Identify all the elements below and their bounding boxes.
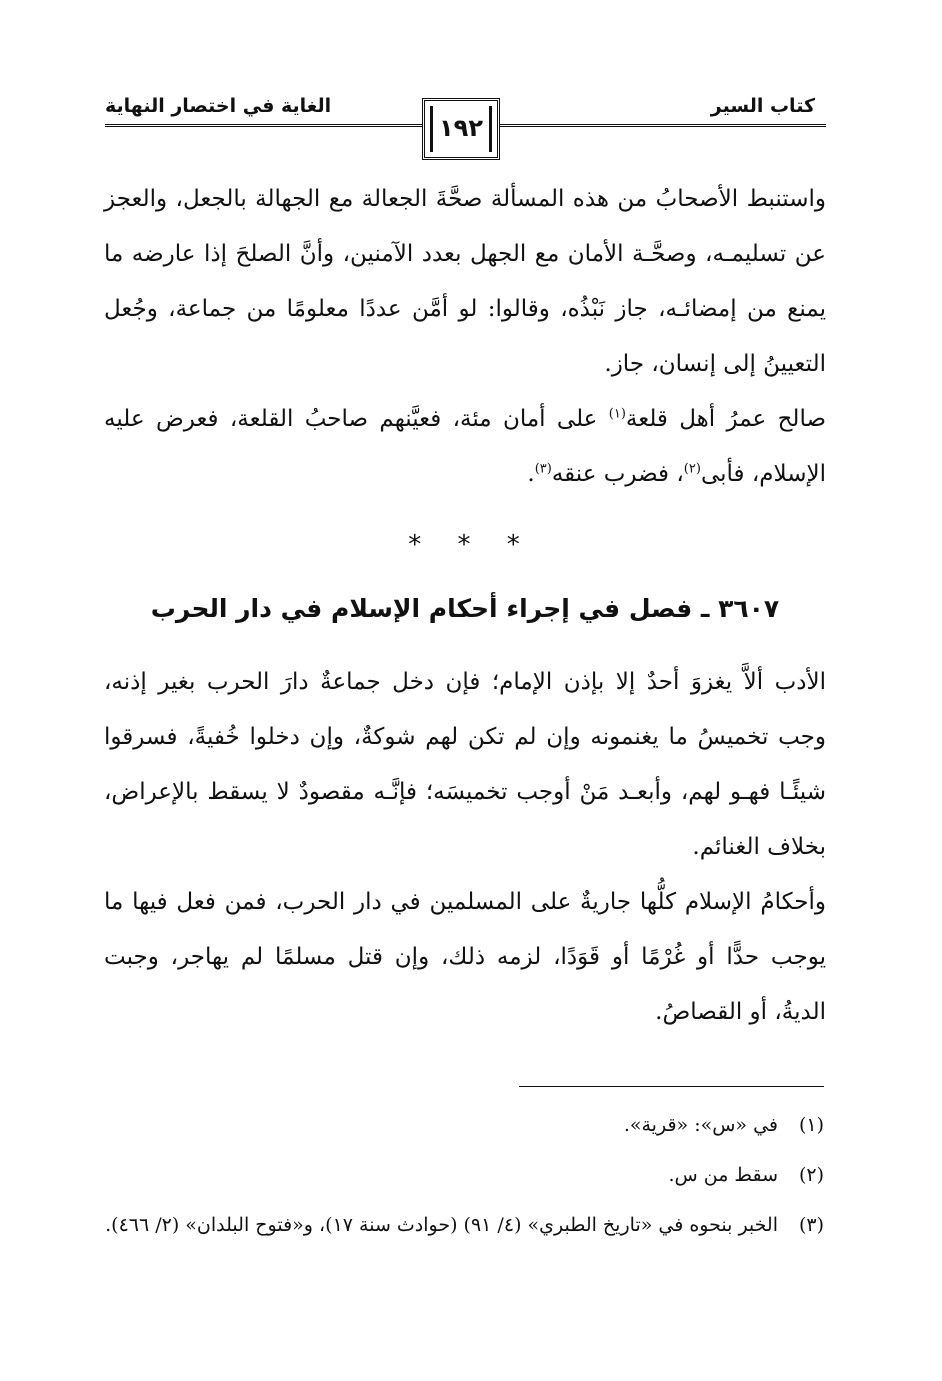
paragraph-2 — [104, 392, 826, 502]
footnote-number: (١) — [798, 1114, 824, 1136]
paragraph-3: الأدب ألاَّ يغزوَ أحدٌ إلا بإذن الإمام؛ فإن دخل جماعةٌ دارَ الحرب بغير إذنه، وجب تخميسُ ما يغنمونه وإن لم تكن لهم شوكةٌ، وإن دخلوا خُفيةً، فسرقوا شيئًـا فهـو لهم، وأبعـد مَنْ أوجب تخميسَه؛ فإنَّـه مقصودٌ لا يسقط بالإعراض، بخلاف الغنائم. — [104, 669, 826, 860]
footnote-separator-rule — [519, 1086, 824, 1087]
running-header-book-title: الغاية في اختصار النهاية — [105, 95, 332, 117]
footnote-ref-2: (٢) — [683, 461, 701, 477]
paragraph-2-text-a: صالح عمرُ أهل قلعة — [625, 406, 826, 432]
section-heading: ٣٦٠٧ ـ فصل في إجراء أحكام الإسلام في دار الحرب — [150, 594, 780, 623]
section-separator: * * * — [408, 530, 534, 560]
page-number-frame — [422, 98, 500, 160]
paragraph-2-text-b: على أمان مئة، فعيَّنهم صاحبُ القلعة، فعرض عليه الإسلام، فأبى — [104, 406, 826, 487]
footnote-ref-3: (٣) — [534, 461, 552, 477]
footnote-number: (٣) — [798, 1214, 824, 1236]
paragraph-4: وأحكامُ الإسلام كلُّها جاريةٌ على المسلمين في دار الحرب، فمن فعل فيها ما يوجب حدًّا أو غُرْمًا أو قَوَدًا، لزمه ذلك، وإن قتل مسلمًا لم يهاجر، وجبت الديةُ، أو القصاصُ. — [104, 889, 826, 1025]
footnote-text: في «س»: «قرية». — [623, 1114, 778, 1136]
footnote-number: (٢) — [798, 1164, 824, 1186]
page-number: ١٩٢ — [439, 114, 483, 142]
footnote-ref-1: (١) — [608, 406, 626, 422]
footnote-1 — [104, 1105, 824, 1145]
footnote-3 — [104, 1205, 824, 1245]
footnote-text: الخبر بنحوه في «تاريخ الطبري» (٤/ ٩١) (حوادث سنة ١٧)، و«فتوح البلدان» (٢/ ٤٦٦). — [105, 1214, 778, 1236]
footnote-text: سقط من س. — [668, 1164, 778, 1186]
paragraph-2-text-c: ، فضرب عنقه — [551, 461, 684, 487]
header-rule-left — [105, 124, 425, 127]
paragraph-2-text-d: . — [527, 461, 535, 487]
header-rule-right — [500, 124, 826, 127]
footnote-2 — [104, 1155, 824, 1195]
running-header-chapter: كتاب السير — [710, 95, 815, 117]
paragraph-1: واستنبط الأصحابُ من هذه المسألة صحَّةَ الجعالة مع الجهالة بالجعل، والعجز عن تسليمـه، وصحَّـة الأمان مع الجهل بعدد الآمنين، وأنَّ الصلحَ إذا عارضه ما يمنع من إمضائـه، جاز نَبْذُه، وقالوا: لو أمَّن عددًا معلومًا من جماعة، وجُعل التعيينُ إلى إنسان، جاز. — [104, 186, 826, 377]
